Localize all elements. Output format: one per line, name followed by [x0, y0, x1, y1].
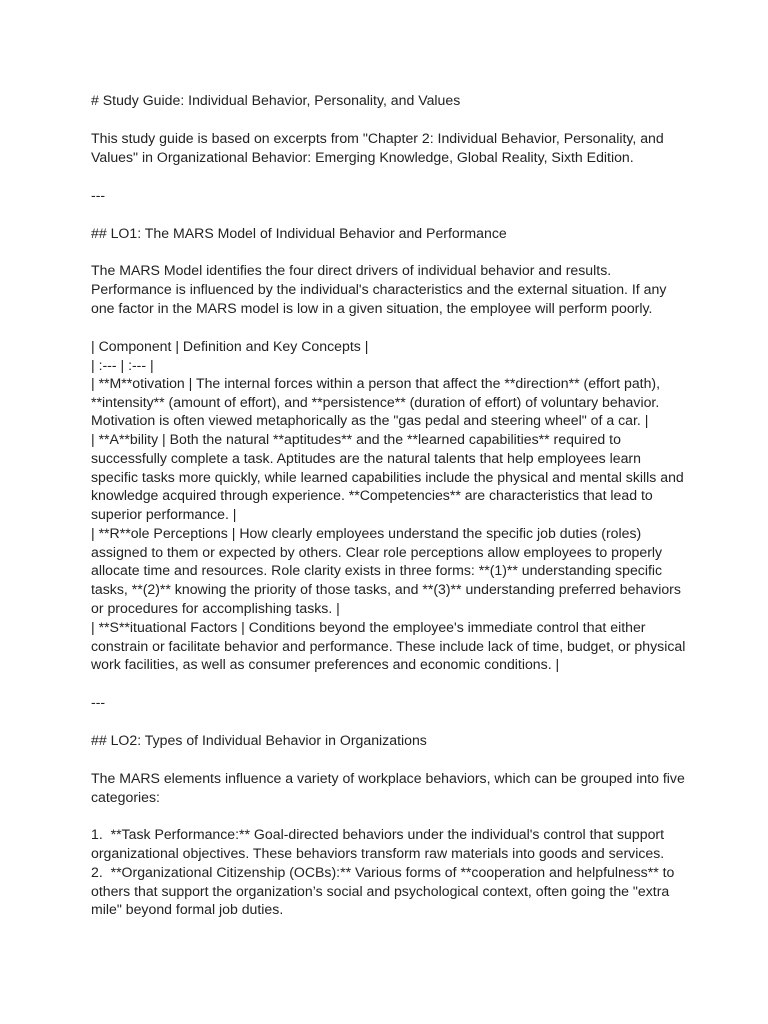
paragraph-line: The MARS Model identifies the four direct drivers of individual behavior and results. — [91, 262, 612, 278]
list-item-line: others that support the organization’s social and psychological context, often going the "extra — [91, 883, 670, 899]
table-row-line: **intensity** (amount of effort), and **persistence** (duration of effort) of voluntary behavior. — [91, 394, 660, 410]
table-row-line: | **A**bility | Both the natural **aptitudes** and the **learned capabilities** required to — [91, 431, 621, 447]
table-row-line: specific tasks more quickly, while learned capabilities include the physical and mental skills and — [91, 469, 684, 485]
list-item-line: 1. **Task Performance:** Goal-directed behaviors under the individual's control that support — [91, 826, 665, 842]
table-row-line: | **R**ole Perceptions | How clearly employees understand the specific job duties (roles) — [91, 525, 642, 541]
table-row-line: superior performance. | — [91, 506, 237, 522]
table-row-line: | **M**otivation | The internal forces within a person that affect the **direction** (effort path), — [91, 375, 661, 391]
intro-line: This study guide is based on excerpts from "Chapter 2: Individual Behavior, Personality, and — [91, 130, 664, 146]
intro-line: Values" in Organizational Behavior: Emerging Knowledge, Global Reality, Sixth Edition. — [91, 149, 634, 165]
horizontal-rule: --- — [91, 694, 106, 710]
table-row-line: knowledge acquired through experience. **Competencies** are characteristics that lead to — [91, 487, 653, 503]
table-row-line: constrain or facilitate behavior and performance. These include lack of time, budget, or physical — [91, 638, 686, 654]
paragraph-line: The MARS elements influence a variety of workplace behaviors, which can be grouped into five — [91, 770, 685, 786]
table-align-row: | :--- | :--- | — [91, 357, 154, 373]
list-item-line: 2. **Organizational Citizenship (OCBs):** Various forms of **cooperation and helpfulness** to — [91, 864, 675, 880]
section-heading-lo2: ## LO2: Types of Individual Behavior in Organizations — [91, 732, 427, 748]
table-row-line: work facilities, as well as consumer preferences and economic conditions. | — [91, 656, 560, 672]
section-heading-lo1: ## LO1: The MARS Model of Individual Behavior and Performance — [91, 225, 507, 241]
paragraph-line: Performance is influenced by the individual's characteristics and the external situation. If any — [91, 281, 667, 297]
table-row-line: assigned to them or expected by others. Clear role perceptions allow employees to properly — [91, 544, 663, 560]
horizontal-rule: --- — [91, 187, 106, 203]
doc-title: # Study Guide: Individual Behavior, Personality, and Values — [91, 92, 461, 108]
table-row-line: successfully complete a task. Aptitudes are the natural talents that help employees learn — [91, 450, 641, 466]
list-item-line: mile" beyond formal job duties. — [91, 901, 284, 917]
table-header-row: | Component | Definition and Key Concepts | — [91, 338, 369, 354]
paragraph-line: one factor in the MARS model is low in a given situation, the employee will perform poorly. — [91, 300, 653, 316]
table-row-line: allocate time and resources. Role clarity exists in three forms: **(1)** understanding specific — [91, 562, 663, 578]
list-item-line: organizational objectives. These behaviors transform raw materials into goods and services. — [91, 845, 665, 861]
paragraph-line: categories: — [91, 789, 160, 805]
table-row-line: or procedures for accomplishing tasks. | — [91, 600, 340, 616]
table-row-line: | **S**ituational Factors | Conditions beyond the employee's immediate control that either — [91, 619, 646, 635]
table-row-line: Motivation is often viewed metaphorically as the "gas pedal and steering wheel" of a car. | — [91, 412, 649, 428]
table-row-line: tasks, **(2)** knowing the priority of those tasks, and **(3)** understanding preferred behaviors — [91, 581, 681, 597]
